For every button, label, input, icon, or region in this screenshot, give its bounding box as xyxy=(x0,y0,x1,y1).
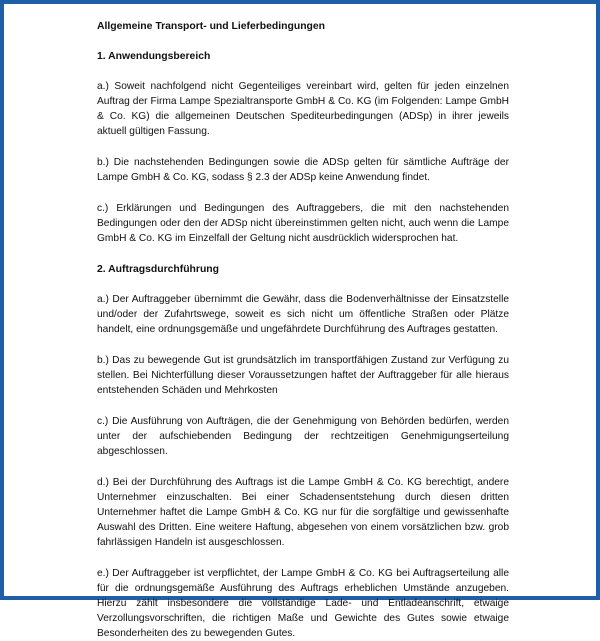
paragraph-2b: b.) Das zu bewegende Gut ist grundsätzlich im transportfähigen Zustand zur Verfügung zu stellen. Bei Nichterfüllung dieser Voraussetzungen haftet der Auftraggeber für alle hieraus entstehenden Schäden und Mehrkosten xyxy=(97,355,509,396)
document-title: Allgemeine Transport- und Lieferbedingungen xyxy=(97,21,326,32)
paragraph-1c: c.) Erklärungen und Bedingungen des Auftraggebers, die mit den nachstehenden Bedingungen oder den der ADSp nicht übereinstimmen gelten nicht, auch wenn die Lampe GmbH & Co. KG im Einzelfall der Geltung nicht ausdrücklich widersprochen hat. xyxy=(97,203,509,244)
section-heading: 1. Anwendungsbereich xyxy=(97,51,211,62)
section-auftragsdurchfuehrung xyxy=(97,262,509,641)
paragraph-1b: b.) Die nachstehenden Bedingungen sowie die ADSp gelten für sämtliche Aufträge der Lampe GmbH & Co. KG, sodass § 2.3 der ADSp keine Anwendung findet. xyxy=(97,157,509,183)
paragraph-2a: a.) Der Auftraggeber übernimmt die Gewähr, dass die Bodenverhältnisse der Einsatzstelle und/oder der Zufahrtswege, soweit es sich nicht um öffentliche Straßen oder Plätze handelt, eine ordnungsgemäße und ungefährdete Durchführung des Auftrages gestatten. xyxy=(97,294,509,335)
paragraph-2d: d.) Bei der Durchführung des Auftrags ist die Lampe GmbH & Co. KG berechtigt, andere Unternehmer einzuschalten. Bei einer Schadensentstehung durch diesen dritten Unternehmer haftet die Lampe GmbH & Co. KG nur für die sorgfältige und gewissenhafte Auswahl des Dritten. Eine weitere Haftung, abgesehen von einem vorsätzlichen bzw. grob fahrlässigen Handeln ist ausgeschlossen. xyxy=(97,477,509,548)
paragraph-2e: e.) Der Auftraggeber ist verpflichtet, der Lampe GmbH & Co. KG bei Auftragserteilung alle für die ordnungsgemäße Ausführung des Auftrags erheblichen Umstände anzugeben. Hierzu zählt insbesondere die vollständige Lade- und Entladeanschrift, etwaige Verzollungsvorschriften, die richtigen Maße und Gewichte des Gutes sowie etwaige Besonderheiten des zu bewegenden Gutes. xyxy=(97,568,509,639)
section-heading: 2. Auftragsdurchführung xyxy=(97,264,219,275)
document-body xyxy=(97,19,509,641)
section-anwendungsbereich xyxy=(97,49,509,246)
paragraph-2c: c.) Die Ausführung von Aufträgen, die der Genehmigung von Behörden bedürfen, werden unter der aufschiebenden Bedingung der rechtzeitigen Genehmigungserteilung abgeschlossen. xyxy=(97,416,509,457)
paragraph-1a: a.) Soweit nachfolgend nicht Gegenteiliges vereinbart wird, gelten für jeden einzelnen Auftrag der Firma Lampe Spezialtransporte GmbH & Co. KG (im Folgenden: Lampe GmbH & Co. KG) die allgemeinen Deutschen Spediteurbedingungen (ADSp) in ihrer jeweils aktuell gültigen Fassung. xyxy=(97,81,509,137)
